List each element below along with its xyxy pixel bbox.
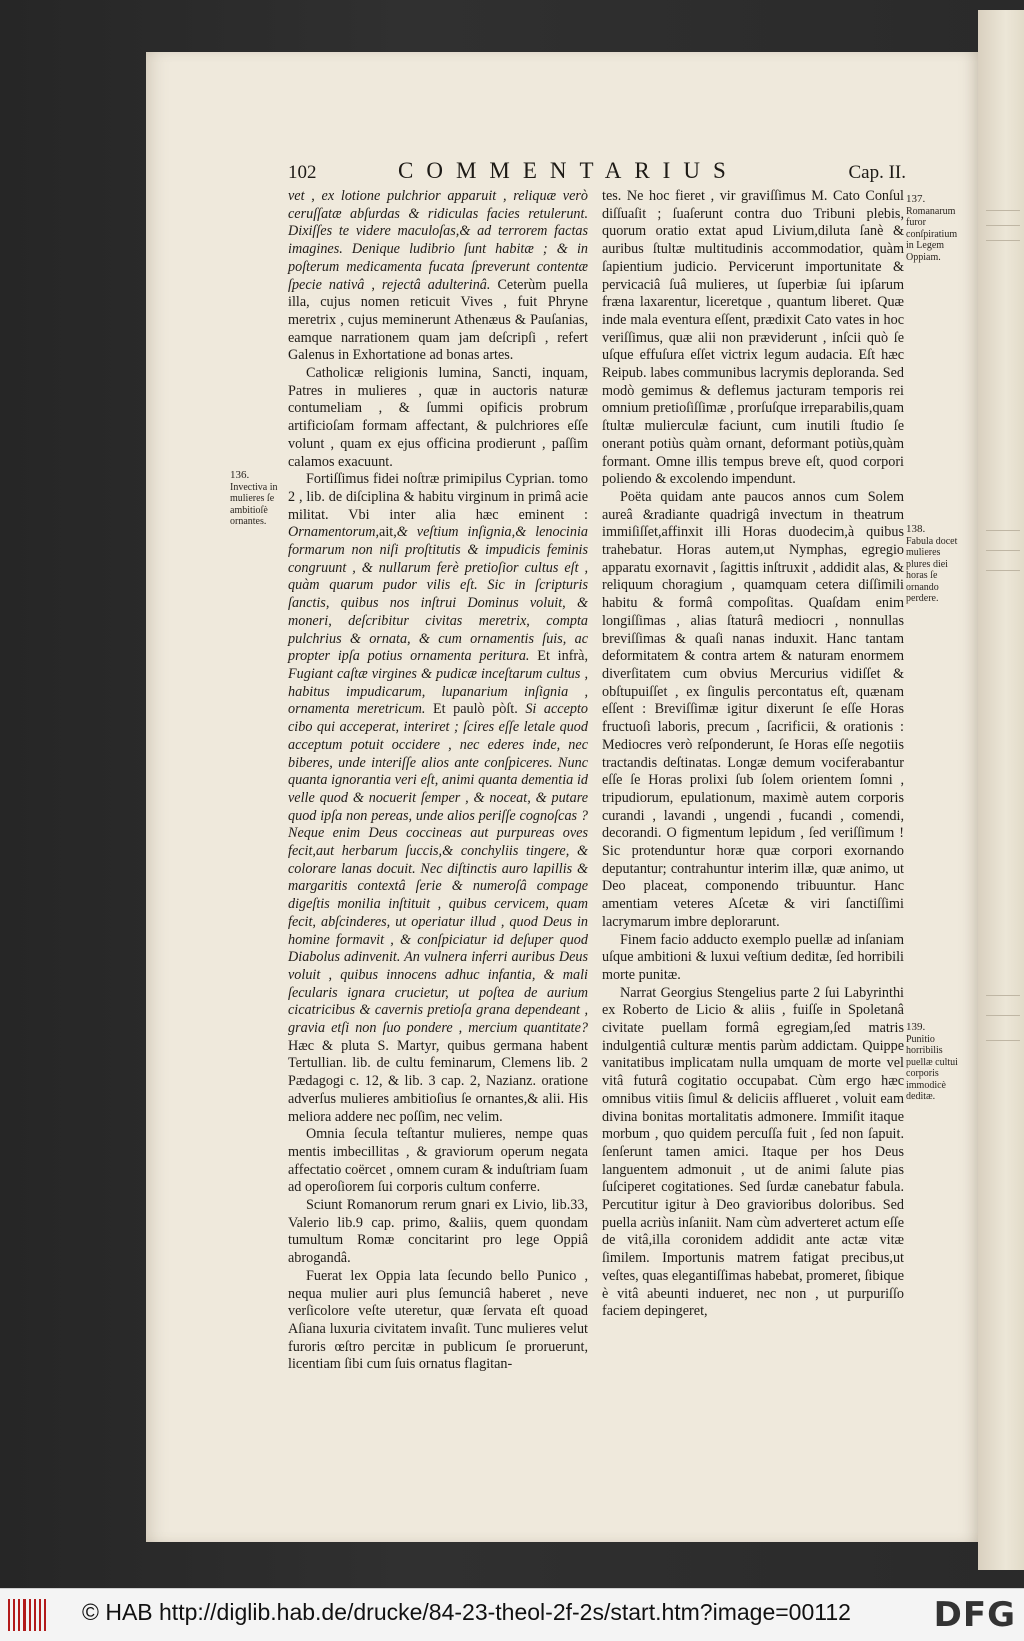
margin-note-number: 136. (230, 469, 250, 481)
margin-note-text: Fabula docet mulieres plures diei horas ſe ornando perdere. (906, 535, 958, 604)
hab-barcode-logo-icon (8, 1599, 46, 1631)
paragraph (288, 471, 588, 1126)
paragraph (602, 188, 904, 489)
body-text: Et paulò pòſt. (425, 701, 526, 718)
paragraph (602, 985, 904, 1321)
italic-quote-text: vet , ex lotione pulchrior apparuit , reliquæ verò ceruſſatæ abſurdas & ridiculas facies retulerunt. Dixiſſes te videre maculoſas,& ad terrorem factas imagines. Denique ludibrio ſunt habitæ ; & in poſterum medicamenta fucata ſpreverunt contentæ ſpecie nativâ , rejectâ adulterinâ. (288, 188, 588, 293)
italic-quote-text: Fugiant caſtæ virgines & pudicæ inceſtarum cultus , habitus impudicarum, lupanarium inſignia , ornamenta meretricum. (288, 665, 588, 718)
body-text: ait, (379, 524, 397, 541)
italic-quote-text: Si accepto cibo qui acceperat, interiret ; ſcires eſſe letale quod acceptum potuit occidere , nec ederes inde, nec biberes, unde interiſſe alios ante conſpiceres. Nunc quanta ignorantia veri eſt, animi quanta dementia id velle quod & nocuerit ſemper , & noceat, & putare quod ipſa non pereas, unde alios periſſe cognoſcas ? Neque enim Deus coccineas aut purpureas oves fecit,aut herbarum ſuccis,& conchyliis tingere, & colorare lanas docuit. Nec diſtinctis auro lapillis & margaritis contextâ ſerie & numeroſâ compage digeſtis monilia inſtituit , quibus cervicem, quam fecit, abſcinderes, ut operiatur illud , quod Deus in homine formavit , & conſpiciatur id deſuper quod Diabolus adinvenit. An vulnera inferri auribus Deus voluit , quibus innocens adhuc infantia, & mali ſecularis ignara crucietur, ut poſtea de aurium cicatricibus & cavernis pretioſa grana dependeant , gravia etſi non ſuo pondere , mercium quantitate? (288, 701, 588, 1037)
body-text: Sciunt Romanorum rerum gnari ex Livio, lib.33, Valerio lib.9 cap. primo, &aliis, quem quondam tumultum Romæ concitarint pro lege Oppiâ abrogandâ. (288, 1197, 588, 1267)
dfg-logo: DFG (933, 1595, 1016, 1635)
body-text: Et infrà, (529, 648, 588, 665)
body-text: Hæc & pluta S. Martyr, quibus germana habent Tertullian. lib. de cultu feminarum, Clemens lib. 2 Pædagogi c. 12, & lib. 3 cap. 2, Nazianz. oratione adverſus mulieres ambitioſius ſe ornantes,& alii. His meliora addere nec poſſim, nec velim. (288, 1037, 588, 1125)
paragraph (288, 365, 588, 471)
body-text: Ceterùm puella illa, cujus nomen reticuit Vives , fuit Phryne meretrix , cujus meminerunt Athenæus & Pauſanias, eamque narrationem quam jam deſcripſi , refert Galenus in Exhortatione ad bonas artes. (288, 276, 588, 364)
body-text: Catholicæ religionis lumina, Sancti, inquam, Patres in mulieres , quæ in auctoris naturæ contumeliam , & ſummi opificis probrum artificioſam formam affectant, & pulchriores eſſe volunt , quam ex ejus officina prodierunt , paſſim calamos exacuunt. (288, 365, 588, 470)
body-text: tes. Ne hoc fieret , vir graviſſimus M. Cato Conſul diſſuaſit ; ſuaſerunt contra duo Tribuni plebis, quorum oratio extat apud Livium,diluta ſanè & auribus ſtultæ multitudinis accommodatior, quàm ſapientium judicio. Pervicerunt importunitate & pervicaciâ ſuâ mulieres, ut ſuperbiæ ſui ipſarum fræna laxarentur, liceretque , quantum liberet. Quæ inde mala eventura eſſent, prædixit Cato vates in hoc veriſſimus, quæ alii non præviderunt , inſcii quò ſe uſque effuſura eſſet victrix legum audacia. Eſt hæc Reipub. labes communibus lacrymis deploranda. Sed modò gemimus & deflemus jacturam temporis rei omnium pretioſiſſimæ , prorſuſque irreparabilis,quam ſtultæ mulierculæ faciunt, cum inutili ſtudio ſe onerant potiùs quàm ornant, deformant potiùs,quàm formant. Omne illis tempus breve eſt, quod corpori poliendo & excolendo impendunt. (602, 188, 904, 488)
left-text-column (288, 188, 588, 1374)
paragraph (288, 1197, 588, 1268)
margin-note-text: Punitio horribilis puellæ cultui corporis immodicè deditæ. (906, 1033, 958, 1102)
body-text: Poëta quidam ante paucos annos cum Solem aureâ &radiante quadrigâ invectum in theatrum immiſiſſet,affinxit illi Horas duodecim,à quibus trahebatur. Horas autem,ut Nymphas, egregio apparatu exornavit , ſagittis inſtruxit , addidit alas, & reliquum choragium , quamquam cetera diſſimili habitu & formâ compoſitas. Quaſdam enim longiſſimas , alias ſtaturâ mediocri , nonnullas breviſſimas & quaſi nanas induxit. Hanc tantam deformitatem & contra artem & naturam enormem diverſitatem cum obvius Mercurius vidiſſet & obſtupuiſſet , ex ſingulis percontatus eſt, quænam eſſent : Breviſſimæ igitur dixerunt ſe eſſe Horas fructuoſi laboris, precum , ſacrificii, & orationis : Mediocres verò reſponderunt, ſe Horas eſſe negotiis tractandis deſtinatas. Longæ demum vociferabantur eſſe ſe Horas prolixi ſub ſolem orientem ſomni , tripudiorum, epulationum, maximè autem corporis curandi , lavandi , ungendi , fucandi , comendi, decorandi. O figmentum lepidum , ſed veriſſimum ! Sic protenduntur horæ quæ corpori exornando deputantur; contrahuntur interim illæ, quæ animo, ut Deo placeat, componendo tribuuntur. Hanc amentiam veteres Aſcetæ & viri ſanctiſſimi lacrymarum imbre deplorarunt. (602, 488, 904, 930)
italic-quote-text: & veſtium inſignia,& lenocinia formarum non niſi proſtitutis & impudicis feminis congruunt , & nullarum ferè pretioſior cultus eſt , quàm quarum pudor vilis eſt. Sic in ſcripturis ſanctis, quibus nos inſtrui Dominus voluit, & moneri, deſcribitur civitas meretrix, compta pulchrius & ornata, & cum ornamentis ſuis, ac propter ipſa potius ornamenta peritura. (288, 524, 588, 665)
viewer-footer (0, 1588, 1024, 1641)
running-header (288, 158, 906, 190)
paragraph (602, 489, 904, 932)
margin-note-text: Romanarum furor conſpiratium in Legem Oppiam. (906, 205, 958, 263)
margin-note-text: Invectiva in mulieres ſe ambitioſè ornantes. (230, 481, 278, 527)
margin-note-138 (906, 524, 960, 605)
body-text: Finem facio adducto exemplo puellæ ad inſaniam uſque ambitioni & luxui veſtium deditæ, ſed horribili morte punitæ. (602, 931, 904, 983)
source-url-link[interactable]: © HAB http://diglib.hab.de/drucke/84-23-theol-2f-2s/start.htm?image=00112 (82, 1599, 851, 1625)
margin-note-number: 139. (906, 1021, 926, 1033)
margin-note-136 (230, 470, 284, 528)
chapter-label: Cap. II. (848, 162, 906, 183)
body-text: Fortiſſimus fidei noſtræ primipilus Cyprian. tomo 2 , lib. de diſciplina & habitu virginum in primâ acie militat. Vbi inter alia hæc eminent : (288, 471, 588, 523)
page-number: 102 (288, 162, 317, 183)
paragraph (288, 1268, 588, 1374)
paragraph (602, 932, 904, 985)
margin-note-137 (906, 194, 960, 263)
margin-note-number: 138. (906, 523, 926, 535)
body-text: Omnia ſecula teſtantur mulieres, nempe quas mentis imbecillitas , & graviorum operum negata affectatio coërcet , omnem curam & induſtriam ſuam ad operoſiorem ſui corporis cultum conferre. (288, 1126, 588, 1196)
right-text-column (602, 188, 904, 1321)
adjacent-page-edge (978, 10, 1024, 1570)
body-text: Narrat Georgius Stengelius parte 2 ſui Labyrinthi ex Roberto de Licio & aliis , fuiſſe in Spoletanâ civitate puellam formâ egregiam,ſed matris indulgentiâ culturæ mentis parùm addictam. Quippe vanitatibus implicatam nulla umquam de morte vel vitâ futurâ cogitatio occupabat. Cùm ergo hæc omnibus vitiis ſimul & deliciis afflueret , voluit eam divina bonitas mortalitatis admonere. Immiſit itaque morbum , quo quidem percuſſa fuit , ſed non ſapuit. ſenſerunt tamen amici. Itaque per hos Deus languentem admonuit , ut de animi ſalute pias ſuſciperet cogitationes. Sed ſurdæ canebatur fabula. Percutitur igitur à Deo gravioribus doloribus. Sed puella acriùs inſaniit. Nam cùm adverteret actum eſſe de vitâ,illa coronidem addidit ante actæ vitæ ſimilem. Importunis matrem fatigat precibus,ut veſtes, quas elegantiſſimas habebat, promeret, ſibique è vitâ abeunti indueret, nec non , ut purpuriſſo faciem depingeret, (602, 984, 904, 1320)
header-title: COMMENTARIUS (398, 158, 739, 183)
paragraph (288, 1126, 588, 1197)
margin-note-139 (906, 1022, 960, 1103)
body-text: Fuerat lex Oppia lata ſecundo bello Punico , nequa mulier auri plus ſemunciâ haberet , neve verſicolore veſte uteretur, quæ ſervata eſt quoad Aſiana luxuria civitatem invaſit. Tunc mulieres velut furoris œſtro percitæ in publicum ſe proruerunt, licentiam ſibi cum ſuis ornatus flagitan- (288, 1267, 588, 1373)
paragraph (288, 188, 588, 365)
italic-quote-text: Ornamentorum, (288, 524, 380, 541)
margin-note-number: 137. (906, 193, 926, 205)
